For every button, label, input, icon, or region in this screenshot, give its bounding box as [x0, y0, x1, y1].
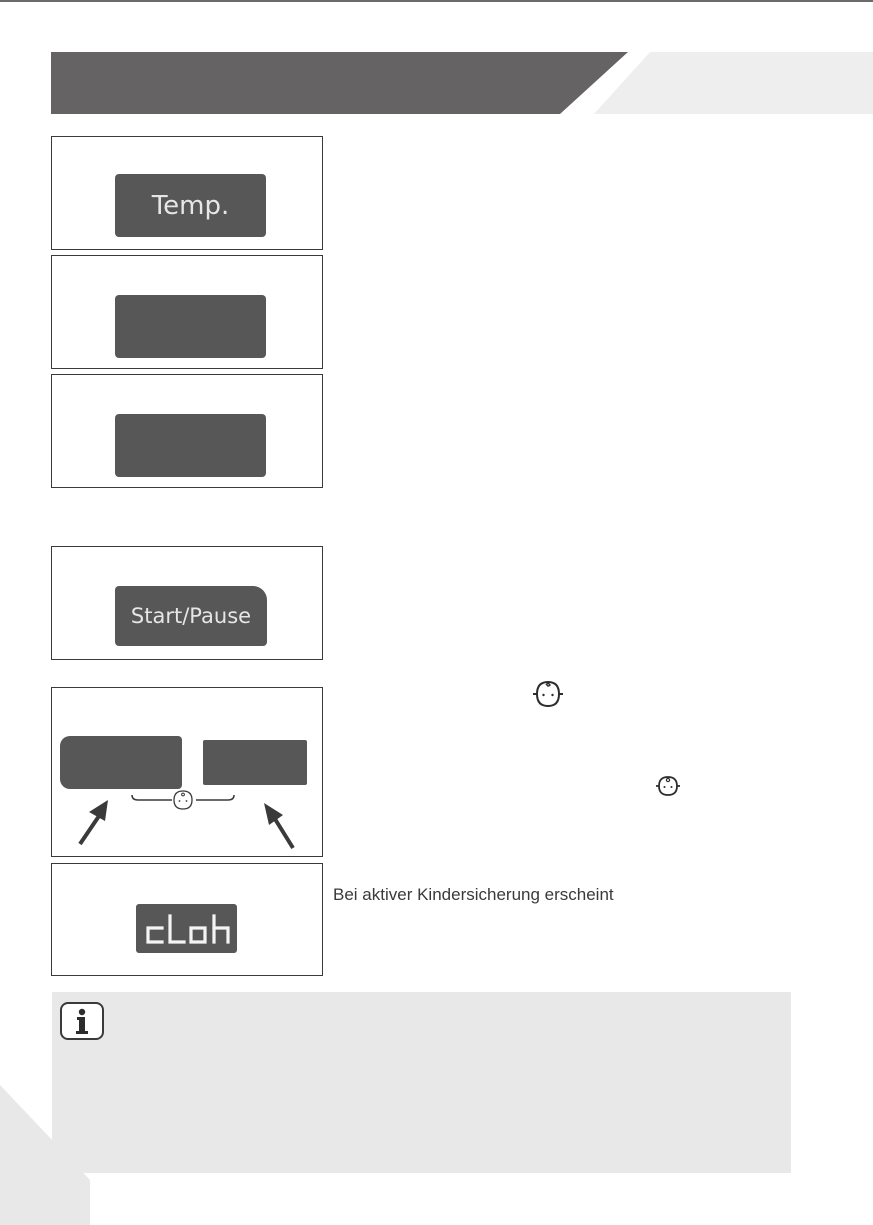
child-lock-caption: Bei aktiver Kindersicherung erscheint: [333, 885, 614, 904]
start-pause-panel: [51, 546, 323, 660]
lcd-display: [136, 904, 237, 953]
info-icon: [60, 1002, 104, 1040]
child-lock-panel: [51, 687, 323, 857]
child-face-icon: [528, 674, 568, 714]
start-pause-key[interactable]: [115, 586, 267, 646]
child-face-small-icon: [174, 791, 192, 809]
blank-key-2[interactable]: [115, 414, 266, 477]
blank-key-panel-2: [51, 374, 323, 488]
info-box: [52, 992, 791, 1173]
display-code-segments: [136, 904, 237, 953]
right-arrow-icon: [264, 803, 293, 848]
blank-key-1[interactable]: [115, 295, 266, 358]
blank-key-panel-1: [51, 255, 323, 369]
start-pause-label: Start/Pause: [130, 604, 252, 628]
display-panel: [51, 863, 323, 976]
temp-key-label: Temp.: [151, 190, 230, 221]
header-banner: [51, 52, 628, 114]
temp-panel: [51, 136, 323, 250]
left-arrow-icon: [80, 800, 108, 844]
temp-key[interactable]: [115, 174, 266, 237]
child-face-icon-2: [653, 771, 683, 801]
child-lock-combo-diagram: [52, 688, 323, 857]
header-tab: [594, 52, 873, 114]
